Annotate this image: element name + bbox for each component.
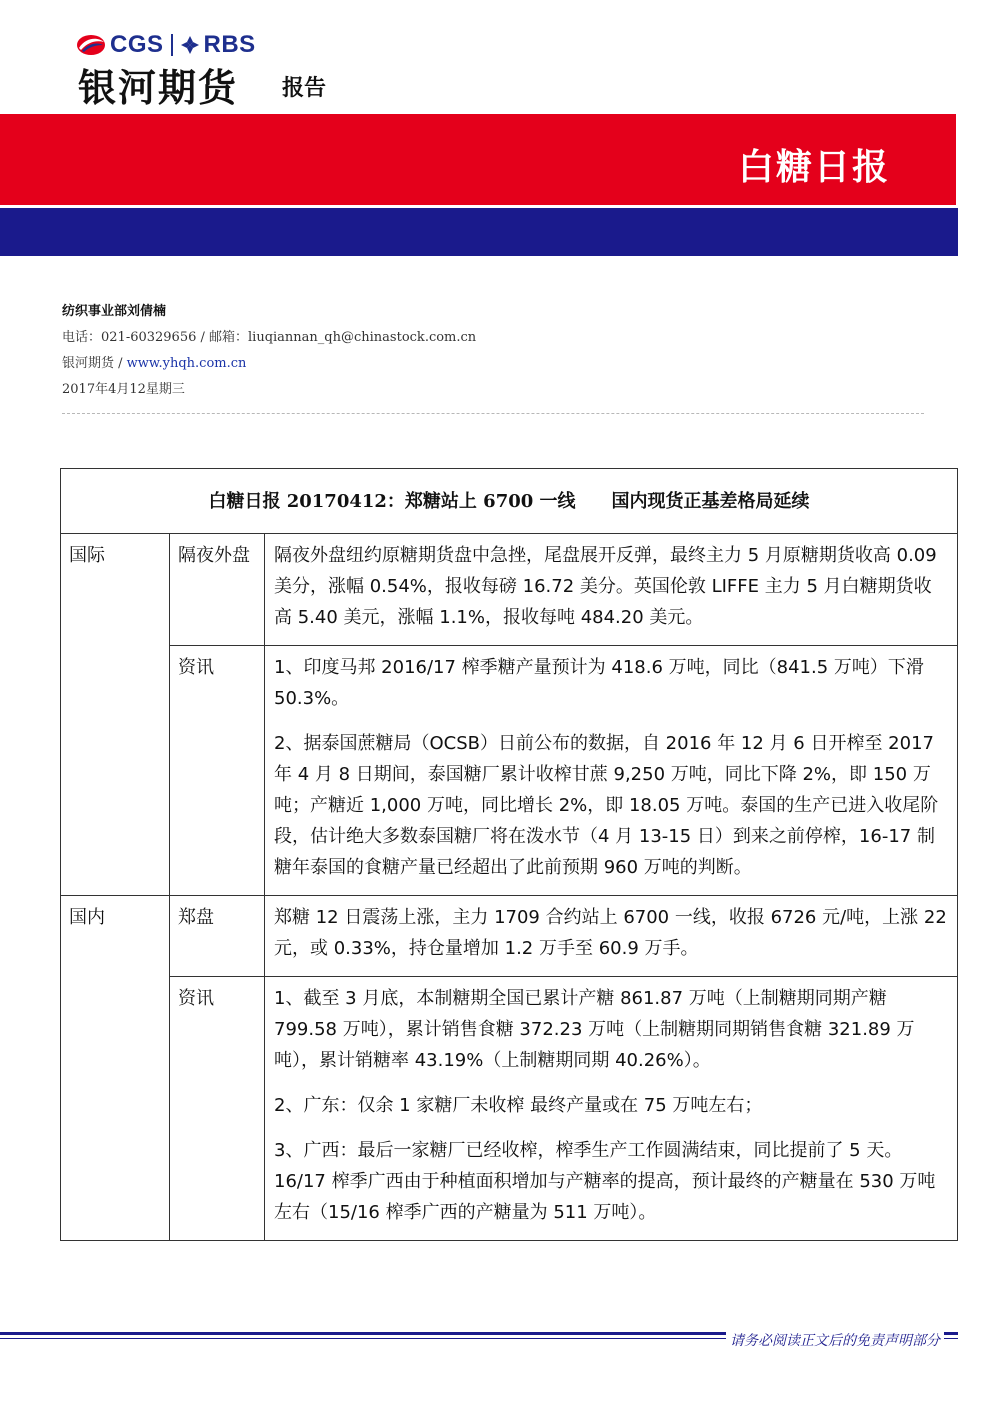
report-word: 报告 <box>282 76 327 101</box>
report-date: 2017年4月12星期三 <box>62 382 185 397</box>
content-paragraph: 1、印度马邦 2016/17 榨季糖产量预计为 418.6 万吨，同比（841.5 万吨）下滑 50.3%。 <box>274 657 924 709</box>
footer-disclaimer: 请务必阅读正文后的免责声明部分 <box>726 1331 944 1351</box>
content-cell <box>265 977 958 1241</box>
logo-rbs: RBS <box>203 31 256 58</box>
content-cell <box>265 896 958 977</box>
divider <box>62 413 924 414</box>
content-cell <box>265 534 958 646</box>
region-cell: 国内 <box>61 896 170 1241</box>
category-cell: 资讯 <box>170 977 265 1241</box>
report-title-sub: 国内现货正基差格局延续 <box>611 490 810 512</box>
blue-banner <box>0 208 958 256</box>
category-cell: 郑盘 <box>170 896 265 977</box>
report-table <box>60 468 958 1241</box>
content-paragraph: 1、截至 3 月底，本制糖期全国已累计产糖 861.87 万吨（上制糖期同期产糖 799.58 万吨），累计销售食糖 372.23 万吨（上制糖期同期销售食糖 321.89 万吨），累计销糖率 43.19%（上制糖期同期 40.26%）。 <box>274 988 915 1071</box>
table-row <box>61 977 958 1241</box>
company-site <box>62 355 246 373</box>
rbs-star-icon <box>180 35 200 55</box>
content-paragraph: 隔夜外盘纽约原糖期货盘中急挫，尾盘展开反弹，最终主力 5 月原糖期货收高 0.09 美分，涨幅 0.54%，报收每磅 16.72 美分。英国伦敦 LIFFE 主力 5 月白糖期货收高 5.40 美元，涨幅 1.1%，报收每吨 484.20 美元。 <box>274 545 937 628</box>
content-paragraph: 2、据泰国蔗糖局（OCSB）日前公布的数据，自 2016 年 12 月 6 日开榨至 2017 年 4 月 8 日期间，泰国糖厂累计收榨甘蔗 9,250 万吨，同比下降 2%，即 150 万吨；产糖近 1,000 万吨，同比增长 2%，即 18.05 万吨。泰国的生产已进入收尾阶段，估计绝大多数泰国糖厂将在泼水节（4 月 13-15 日）到来之前停榨，16-17 制糖年泰国的食糖产量已经超出了此前预期 960 万吨的判断。 <box>274 733 939 878</box>
table-row <box>61 896 958 977</box>
table-row <box>61 646 958 896</box>
content-cell <box>265 646 958 896</box>
company-name: 银河期货 <box>78 66 239 110</box>
table-row <box>61 534 958 646</box>
category-cell: 隔夜外盘 <box>170 534 265 646</box>
region-cell: 国际 <box>61 534 170 896</box>
author-contact: 电话：021-60329656 / 邮箱：liuqiannan_qh@chinastock.com.cn <box>62 330 477 345</box>
banner-title: 白糖日报 <box>737 147 890 188</box>
report-title <box>61 469 958 534</box>
company-logo <box>76 30 256 60</box>
report-title-main: 白糖日报 20170412：郑糖站上 6700 一线 <box>208 490 576 512</box>
author-name: 纺织事业部刘倩楠 <box>62 304 167 319</box>
cgs-swoosh-icon <box>76 33 106 57</box>
content-paragraph: 郑糖 12 日震荡上涨，主力 1709 合约站上 6700 一线，收报 6726 元/吨，上涨 22 元，或 0.33%，持仓量增加 1.2 万手至 60.9 万手。 <box>274 907 947 959</box>
site-prefix: 银河期货 / <box>62 356 127 371</box>
content-paragraph: 3、广西：最后一家糖厂已经收榨，榨季生产工作圆满结束，同比提前了 5 天。16/17 榨季广西由于种植面积增加与产糖率的提高，预计最终的产糖量在 530 万吨左右（15/16 榨季广西的产糖量为 511 万吨）。 <box>274 1140 936 1223</box>
category-cell: 资讯 <box>170 646 265 896</box>
logo-separator <box>171 34 173 56</box>
site-link[interactable]: www.yhqh.com.cn <box>126 356 247 371</box>
content-paragraph: 2、广东：仅余 1 家糖厂未收榨 最终产量或在 75 万吨左右； <box>274 1095 763 1116</box>
logo-cgs: CGS <box>110 31 164 58</box>
red-banner <box>0 114 956 205</box>
table-header-row <box>61 469 958 534</box>
